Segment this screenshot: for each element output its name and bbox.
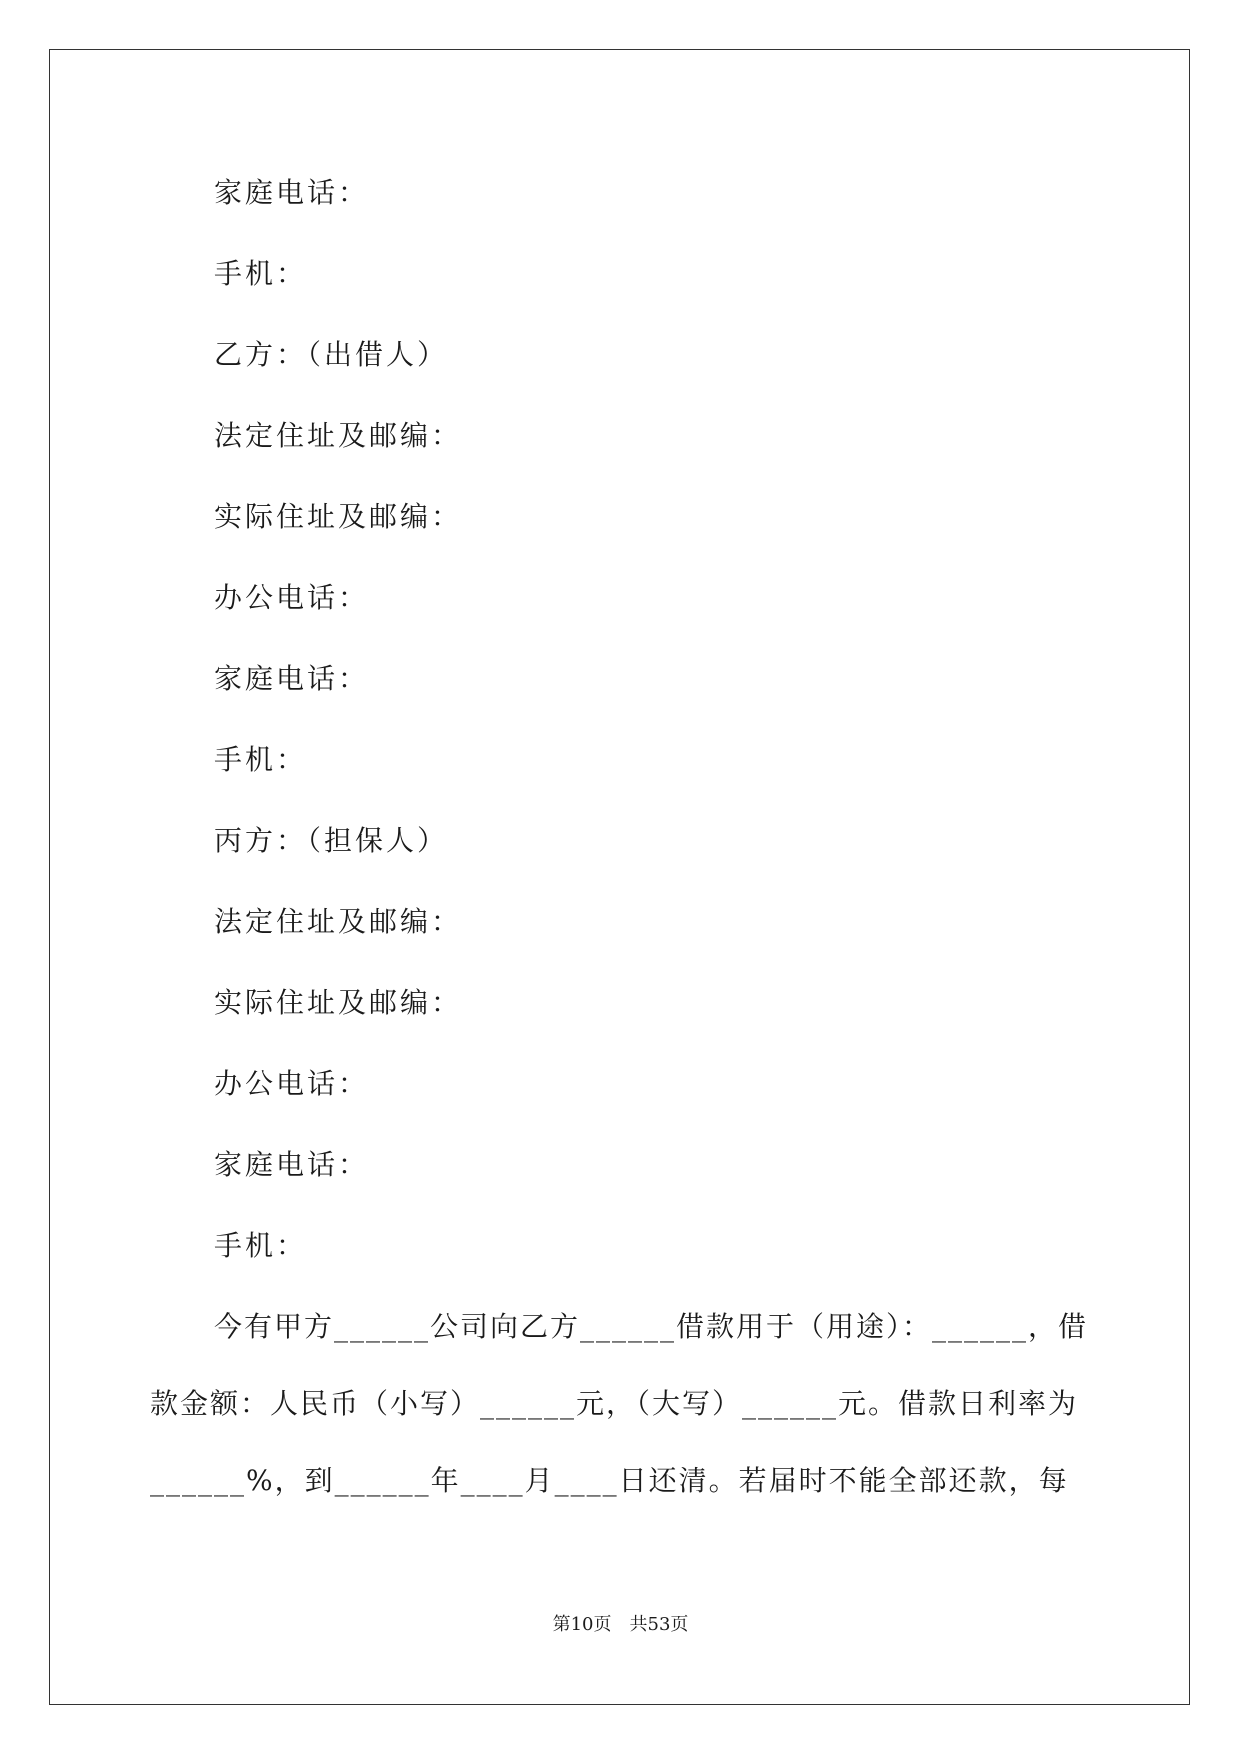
home-phone-label-b: 家庭电话： <box>214 662 370 695</box>
mobile-label-b: 手机： <box>214 743 308 776</box>
actual-address-label-c: 实际住址及邮编： <box>214 986 463 1019</box>
party-c-heading: 丙方：（担保人） <box>214 824 449 857</box>
actual-address-label-b: 实际住址及邮编： <box>214 500 463 533</box>
legal-address-label-c: 法定住址及邮编： <box>214 905 463 938</box>
loan-paragraph-line-3: ______%，到______年____月____日还清。若届时不能全部还款，每 <box>150 1464 1069 1497</box>
page-border <box>49 49 1190 1705</box>
mobile-label-a: 手机： <box>214 257 308 290</box>
party-b-heading: 乙方：（出借人） <box>214 338 449 371</box>
home-phone-label-a: 家庭电话： <box>214 176 370 209</box>
mobile-label-c: 手机： <box>214 1229 308 1262</box>
office-phone-label-b: 办公电话： <box>214 581 370 614</box>
office-phone-label-c: 办公电话： <box>214 1067 370 1100</box>
loan-paragraph-line-2: 款金额：人民币（小写）______元，（大写）______元。借款日利率为 <box>150 1387 1079 1420</box>
home-phone-label-c: 家庭电话： <box>214 1148 370 1181</box>
legal-address-label-b: 法定住址及邮编： <box>214 419 463 452</box>
page-number-footer: 第10页 共53页 <box>552 1614 689 1635</box>
loan-paragraph-line-1: 今有甲方______公司向乙方______借款用于（用途）：______，借 <box>214 1310 1089 1343</box>
